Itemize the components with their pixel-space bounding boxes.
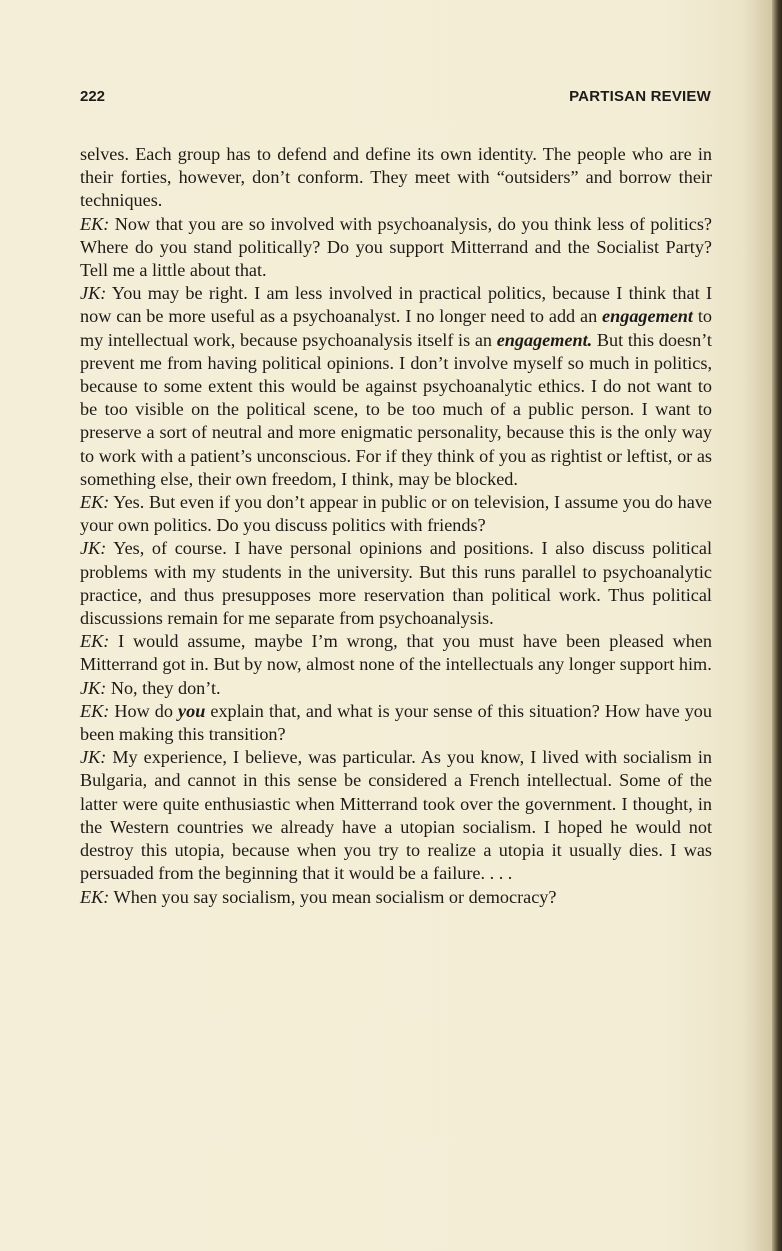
text-segment: Yes. But even if you don’t appear in public or on television, I assume you do have your own politics. Do you discuss politics with friends? <box>80 492 712 536</box>
speaker-label: EK: <box>80 492 110 513</box>
speaker-label: EK: <box>80 700 110 721</box>
text-segment: Now that you are so involved with psychoanalysis, do you think less of politics? Where do you stand politically? Do you support Mitterrand and the Socialist Party? Tell me a little about that. <box>80 213 712 281</box>
text-segment: selves. Each group has to defend and define its own identity. The people who are in their forties, however, don’t conform. They meet with “outsiders” and borrow their techniques. <box>80 144 712 211</box>
interview-text <box>80 143 712 909</box>
emphasis-term: engagement. <box>496 329 593 350</box>
speaker-label: EK: <box>80 631 110 652</box>
speaker-label: JK: <box>80 747 107 768</box>
paragraph-jk-answer <box>80 677 712 700</box>
text-segment: My experience, I believe, was particular. As you know, I lived with socialism in Bulgaria, and cannot in this sense be considered a French intellectual. Some of the latter were quite enthusiastic when Mitterrand took over the government. I thought, in the Western countries we already have a utopian socialism. I hoped he would not destroy this utopia, because when you try to realize a utopia it usually dies. I was persuaded from the beginning that it would be a failure. . . . <box>80 747 712 884</box>
page-number: 222 <box>80 88 106 105</box>
paragraph-jk-answer <box>80 537 712 630</box>
emphasis-term: you <box>178 700 206 721</box>
paragraph-ek-question <box>80 886 712 909</box>
paragraph-ek-question <box>80 213 712 283</box>
text-segment: You may be right. I am less involved in practical politics, because I think that I now can be more useful as a psychoanalyst. I no longer need to add an <box>80 283 712 327</box>
paragraph-jk-answer <box>80 746 712 885</box>
speaker-label: JK: <box>80 538 107 559</box>
speaker-label: EK: <box>80 886 110 907</box>
emphasis-term: engagement <box>602 306 693 327</box>
speaker-label: EK: <box>80 213 110 234</box>
book-spine-edge <box>772 0 782 1251</box>
paragraph-continuation <box>80 143 712 213</box>
speaker-label: JK: <box>80 283 107 304</box>
running-head: PARTISAN REVIEW <box>569 88 711 105</box>
text-segment: But this doesn’t prevent me from having political opinions. I don’t involve myself so much in politics, because to some extent this would be against psychoanalytic ethics. I do not want to be too visible on the political scene, to be too much of a public person. I want to preserve a sort of neutral and more enigmatic personality, because this is the only way to work with a patient’s unconscious. For if they think of you as rightist or leftist, or as something else, their own freedom, I think, may be blocked. <box>80 329 712 489</box>
paragraph-ek-question <box>80 630 712 676</box>
text-segment: When you say socialism, you mean socialism or democracy? <box>109 886 557 907</box>
text-segment: to my intellectual work, because psychoanalysis itself is an <box>80 306 713 350</box>
paragraph-ek-question <box>80 700 712 746</box>
text-segment: explain that, and what is your sense of this situation? How have you been making this transition? <box>80 700 712 745</box>
paragraph-ek-question <box>80 491 712 537</box>
text-segment: How do <box>109 700 179 721</box>
speaker-label: JK: <box>80 677 107 698</box>
text-segment: I would assume, maybe I’m wrong, that you must have been pleased when Mitterrand got in. But by now, almost none of the intellectuals any longer support him. <box>80 631 712 675</box>
text-segment: No, they don’t. <box>106 677 221 698</box>
paragraph-jk-answer <box>80 282 712 491</box>
text-segment: Yes, of course. I have personal opinions and positions. I also discuss political problems with my students in the university. But this runs parallel to psychoanalytic practice, and thus presupposes more reservation than political work. Thus political discussions remain for me separate from psychoanalysis. <box>80 538 712 629</box>
page-header <box>80 88 711 110</box>
